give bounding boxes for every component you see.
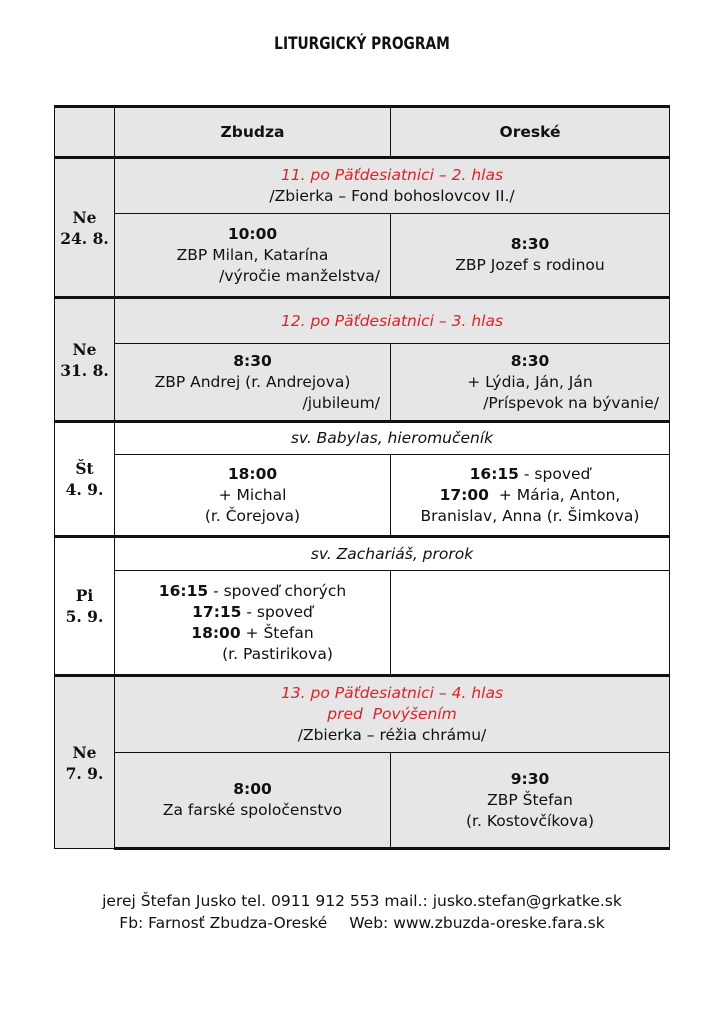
day-row-feast [55, 298, 670, 344]
column-header-zbudza: Zbudza [115, 107, 391, 158]
feast-subtitle: pred Povýšením [327, 705, 457, 723]
contact-footer [0, 890, 724, 934]
day-row-services [55, 455, 670, 537]
feast-cell [115, 158, 670, 214]
service-entry [115, 602, 390, 623]
service-oreske [391, 753, 670, 849]
date: 5. 9. [65, 607, 104, 626]
service-note: /výročie manželstva/ [219, 266, 380, 285]
service-oreske [391, 455, 670, 537]
feast-title: 11. po Päťdesiatnici – 2. hlas [280, 166, 504, 184]
service-text: + Mária, Anton, [488, 485, 621, 504]
service-zbudza [115, 571, 391, 676]
collection-note: /Zbierka – réžia chrámu/ [297, 726, 487, 744]
feast-title: 13. po Päťdesiatnici – 4. hlas [280, 684, 504, 702]
service-intention: + Michal [218, 485, 287, 504]
service-entry [115, 623, 390, 644]
weekday: Ne [72, 742, 97, 762]
liturgical-schedule-table [54, 105, 670, 850]
service-entry [391, 464, 669, 485]
service-time: 8:00 [233, 780, 272, 798]
service-time: 17:00 [439, 485, 489, 504]
service-oreske-empty [391, 571, 670, 676]
weekday: Št [75, 459, 94, 478]
service-time: 8:30 [510, 351, 550, 370]
day-label [55, 537, 115, 676]
day-label [55, 158, 115, 298]
service-note: (r. Kostovčíkova) [466, 811, 594, 830]
service-text: - spoveď chorých [208, 581, 347, 600]
service-zbudza [115, 214, 391, 298]
service-time: 16:15 [469, 464, 519, 483]
service-intention: + Lýdia, Ján, Ján [467, 372, 593, 391]
facebook-link[interactable]: Fb: Farnosť Zbudza-Oreské [119, 914, 328, 932]
saint-cell: sv. Babylas, hieromučeník [115, 422, 670, 455]
service-zbudza [115, 344, 391, 422]
service-intention: ZBP Jozef s rodinou [455, 256, 605, 274]
day-row-services [55, 344, 670, 422]
service-time: 8:30 [510, 235, 550, 253]
service-time: 8:30 [233, 351, 272, 370]
service-intention: ZBP Milan, Katarína [176, 245, 329, 264]
service-note: /Príspevok na bývanie/ [483, 393, 659, 412]
column-header-oreske: Oreské [391, 107, 670, 158]
day-label [55, 676, 115, 849]
website-link[interactable]: Web: www.zbuzda-oreske.fara.sk [349, 914, 605, 932]
service-intention: Za farské spoločenstvo [162, 801, 343, 819]
service-time: 18:00 [191, 623, 241, 642]
service-zbudza [115, 753, 391, 849]
service-time: 9:30 [510, 769, 550, 788]
service-oreske [391, 344, 670, 422]
service-intention: ZBP Andrej (r. Andrejova) [154, 372, 351, 391]
header-row [55, 107, 670, 158]
service-note: (r. Čorejova) [204, 506, 301, 525]
service-zbudza [115, 455, 391, 537]
day-row-saint [55, 422, 670, 455]
social-web-line [0, 912, 724, 934]
date: 31. 8. [60, 360, 109, 380]
service-time: 10:00 [227, 224, 278, 243]
page-title: LITURGICKÝ PROGRAM [274, 34, 450, 54]
service-intention: Branislav, Anna (r. Šimkova) [420, 506, 640, 525]
day-row-services [55, 753, 670, 849]
day-label [55, 298, 115, 422]
day-label [55, 422, 115, 537]
header-corner [55, 107, 115, 158]
service-intention: ZBP Štefan [487, 790, 573, 809]
contact-line: jerej Štefan Jusko tel. 0911 912 553 mail.: jusko.stefan@grkatke.sk [102, 892, 622, 910]
service-time: 16:15 [158, 581, 209, 600]
feast-cell [115, 676, 670, 753]
date: 7. 9. [65, 763, 104, 783]
day-row-saint [55, 537, 670, 571]
service-note: /jubileum/ [302, 393, 380, 412]
day-row-services [55, 214, 670, 298]
weekday: Pi [75, 586, 94, 605]
weekday: Ne [72, 339, 97, 359]
service-time: 18:00 [227, 464, 278, 483]
day-row-feast [55, 158, 670, 214]
feast-title: 12. po Päťdesiatnici – 3. hlas [280, 311, 504, 330]
service-text: - spoveď [241, 602, 313, 621]
date: 24. 8. [60, 228, 109, 248]
service-text: - spoveď [518, 464, 591, 483]
saint-cell: sv. Zachariáš, prorok [115, 537, 670, 571]
service-note: (r. Pastirikova) [222, 644, 333, 663]
service-text: + Štefan [240, 623, 314, 642]
day-row-services [55, 571, 670, 676]
collection-note: /Zbierka – Fond bohoslovcov II./ [269, 187, 515, 205]
date: 4. 9. [65, 480, 104, 499]
weekday: Ne [72, 207, 97, 227]
service-oreske [391, 214, 670, 298]
feast-cell [115, 298, 670, 344]
service-entry [115, 581, 390, 602]
day-row-feast [55, 676, 670, 753]
service-time: 17:15 [192, 602, 242, 621]
service-entry [391, 485, 669, 506]
